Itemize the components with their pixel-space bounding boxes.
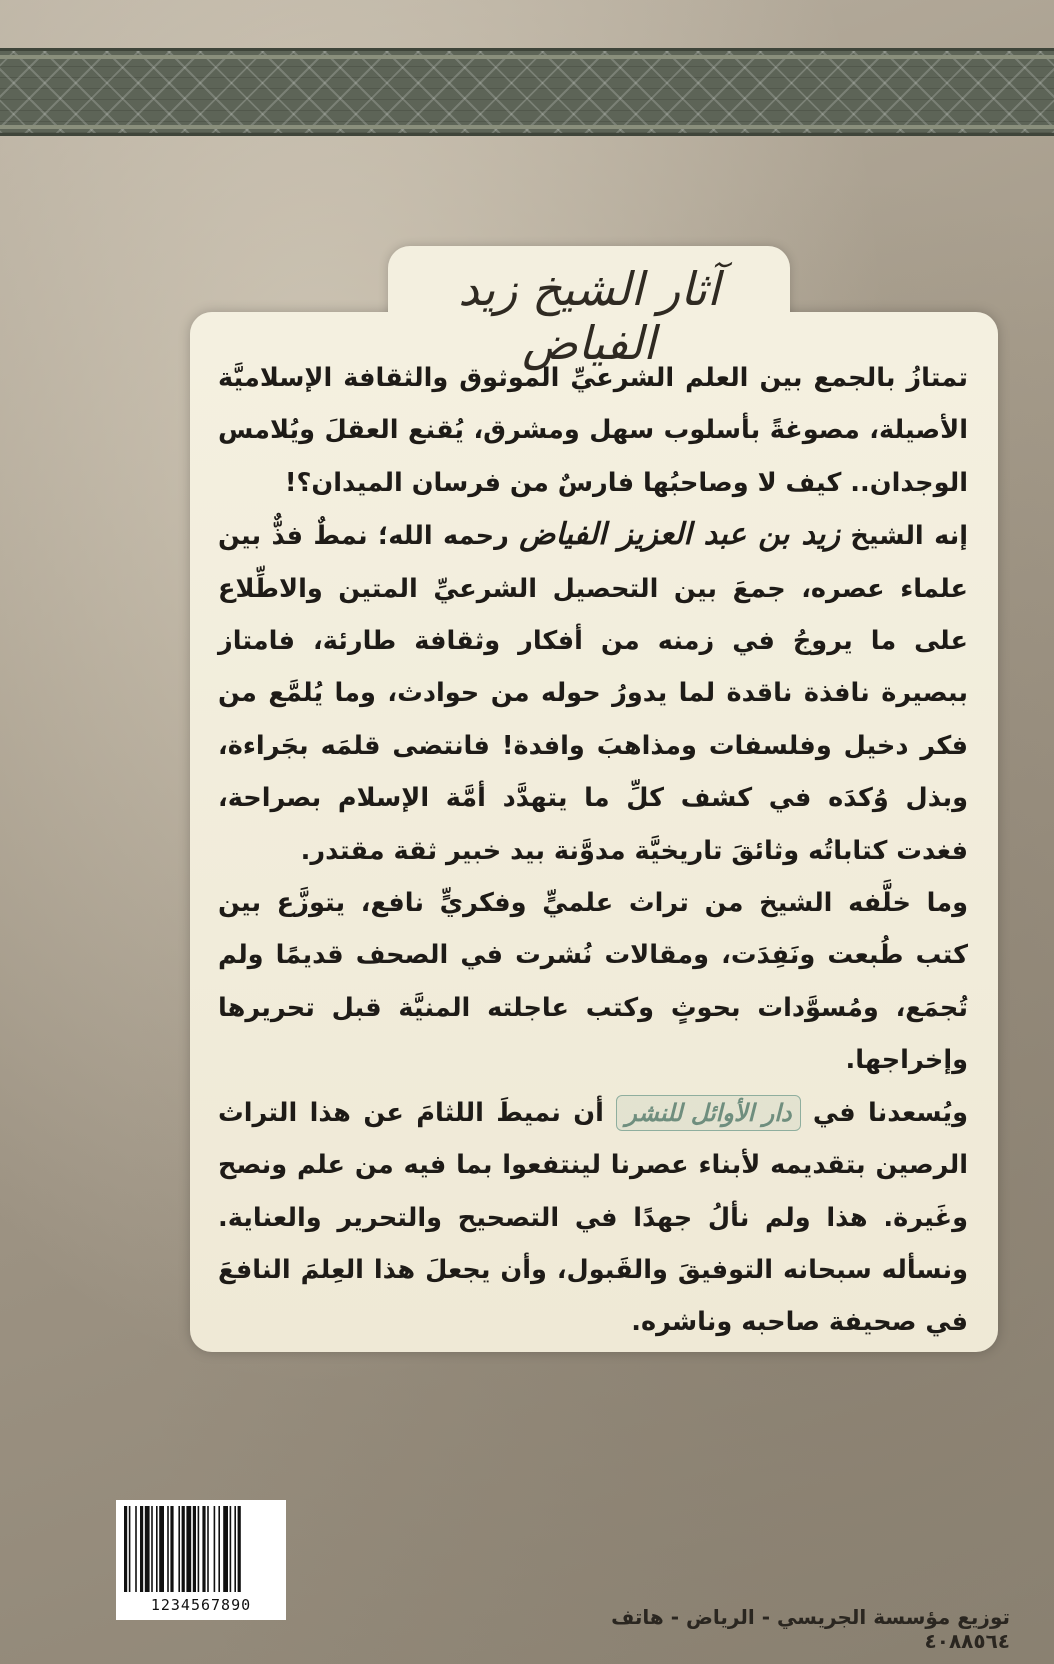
barcode-number: 1234567890 [150,1596,252,1614]
barcode-bar [167,1506,169,1592]
barcode-bar [207,1506,209,1592]
barcode-bar [214,1506,216,1592]
barcode-bar [140,1506,143,1592]
barcode-bar [151,1506,153,1592]
paragraph-3: وما خلَّفه الشيخ من تراث علميٍّ وفكريٍّ نافع، يتوزَّع بين كتب طُبعت ونَفِدَت، ومقالات نُشرت في الصحف قديمًا ولم تُجمَع، ومُسوَّدات بحوثٍ وكتب عاجلته المنيَّة قبل تحريرها وإخراجها. [218,888,968,1076]
barcode-bar [238,1506,241,1592]
decorative-top-band [0,48,1054,136]
barcode-bar [156,1506,158,1592]
paragraph-4: ويُسعدنا في دار الأوائل للنشر أن نميطَ اللثامَ عن هذا التراث الرصين بتقديمه لأبناء عصرنا لينتفعوا بما فيه من علم ونصح وغَيرة. هذا ولم نألُ جهدًا في التصحيح والتحرير والعناية. ونسأله سبحانه التوفيقَ والقَبول، وأن يجعلَ هذا العِلمَ النافعَ في صحيفة صاحبه وناشره. [218,1087,968,1349]
barcode-bar [135,1506,137,1592]
barcode-bar [223,1506,228,1592]
barcode [116,1500,286,1620]
barcode-bar [186,1506,191,1592]
barcode-bar [124,1506,127,1592]
paragraph-1: تمتازُ بالجمع بين العلم الشرعيِّ الموثوق والثقافة الإسلاميَّة الأصيلة، مصوغةً بأسلوب سهل ومشرق، يُقنع العقلَ ويُلامس الوجدان.. كيف لا وصاحبُها فارسٌ من فرسان الميدان؟! [218,363,968,498]
barcode-bar [202,1506,205,1592]
barcode-bar [198,1506,200,1592]
publisher-logo: دار الأوائل للنشر [616,1095,800,1131]
barcode-bar [159,1506,164,1592]
barcode-bar [218,1506,220,1592]
cover-blurb [218,352,968,1349]
author-name: زيد بن عبد العزيز الفياض [519,517,840,553]
barcode-bar [230,1506,232,1592]
barcode-bar [193,1506,196,1592]
barcode-bar [182,1506,185,1592]
paragraph-2: إنه الشيخ زيد بن عبد العزيز الفياض رحمه الله؛ نمطٌ فذٌّ بين علماء عصره، جمعَ بين التحصيل الشرعيِّ المتين والاطِّلاع على ما يروجُ في زمنه من أفكار وثقافة طارئة، فامتاز ببصيرة نافذة ناقدة لما يدورُ حوله من حوادث، وما يُلمَّع من فكر دخيل وفلسفات ومذاهبَ وافدة! فانتضى قلمَه بجَراءة، وبذل وُكدَه في كشف كلِّ ما يتهدَّد أمَّة الإسلام بصراحة، فغدت كتاباتُه وثائقَ تاريخيَّة مدوَّنة بيد خبير ثقة مقتدر. [218,517,969,866]
barcode-bar [129,1506,131,1592]
barcode-bar [145,1506,150,1592]
barcode-bar [234,1506,236,1592]
distributor-line: توزيع مؤسسة الجريسي - الرياض - هاتف ٤٠٨٨٥٦٤ [611,1605,1010,1653]
barcode-bar [170,1506,173,1592]
barcode-bars [122,1506,280,1594]
series-title: آثار الشيخ زيد الفياض [458,262,720,370]
barcode-bar [178,1506,180,1592]
